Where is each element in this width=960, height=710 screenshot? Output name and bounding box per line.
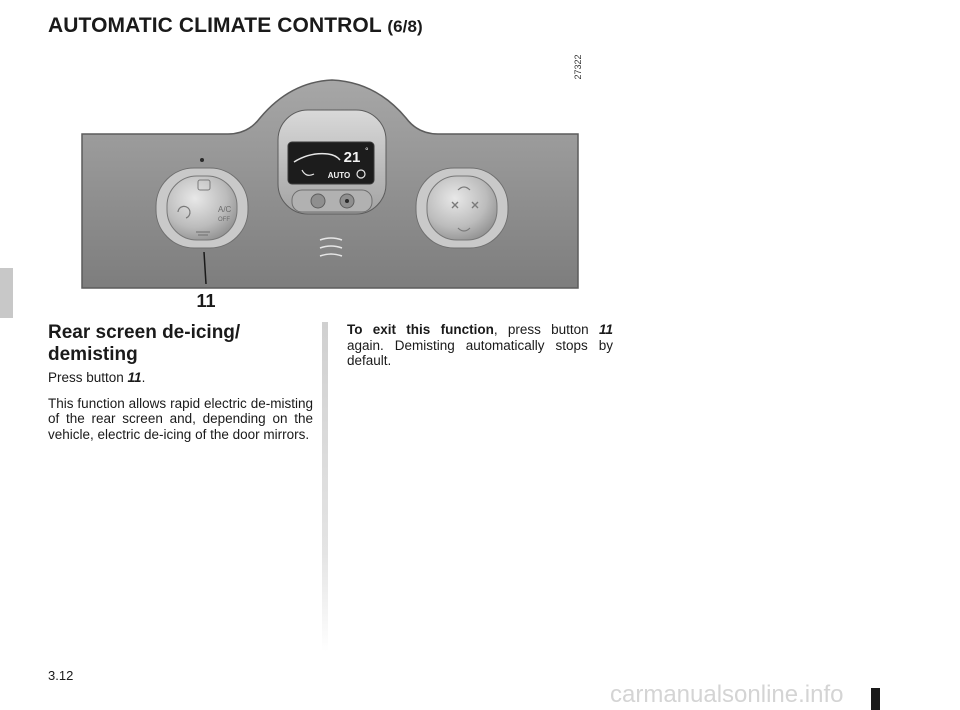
- figure-code: 27322: [573, 54, 583, 80]
- chapter-tab: [0, 268, 13, 318]
- button-reference: 11: [127, 370, 142, 385]
- watermark: carmanualsonline.info: [610, 681, 844, 708]
- corner-marker: [871, 688, 880, 710]
- exit-paragraph: [347, 322, 613, 369]
- description-paragraph: This function allows rapid electric de-misting of the rear screen and, depending on the vehicle, electric de-icing of the door mirrors.: [48, 395, 313, 442]
- exit-label: To exit this function: [347, 322, 494, 337]
- exit-mid-text: , press button: [493, 322, 599, 337]
- display-mode: AUTO: [327, 171, 351, 180]
- column-divider: [322, 322, 328, 652]
- exit-button-reference: 11: [598, 322, 613, 337]
- lower-control-pad: [292, 190, 372, 212]
- callout-number: 11: [196, 291, 216, 311]
- left-lower-button[interactable]: [311, 194, 325, 208]
- instruction-paragraph: [48, 370, 313, 386]
- display-degree: °: [365, 146, 369, 156]
- page-number: 3.12: [48, 668, 74, 683]
- right-lower-button-dot: [345, 199, 349, 203]
- climate-control-illustration: [70, 70, 590, 320]
- page-title-main: AUTOMATIC CLIMATE CONTROL: [48, 14, 382, 37]
- ac-label: A/C: [218, 205, 232, 214]
- right-column-text: [347, 322, 613, 379]
- page-title: [48, 14, 423, 38]
- page-title-sub: (6/8): [387, 17, 423, 36]
- exit-rest-text: again. Demisting automatically stops by default.: [347, 337, 613, 368]
- display-temperature: 21: [343, 149, 361, 166]
- instruction-prefix: Press button: [48, 370, 128, 385]
- left-column-text: [48, 370, 313, 452]
- section-heading: Rear screen de-icing/ demisting: [48, 322, 241, 365]
- off-label: OFF: [218, 217, 230, 223]
- instruction-suffix: .: [141, 370, 146, 385]
- left-knob-indicator: [200, 158, 204, 162]
